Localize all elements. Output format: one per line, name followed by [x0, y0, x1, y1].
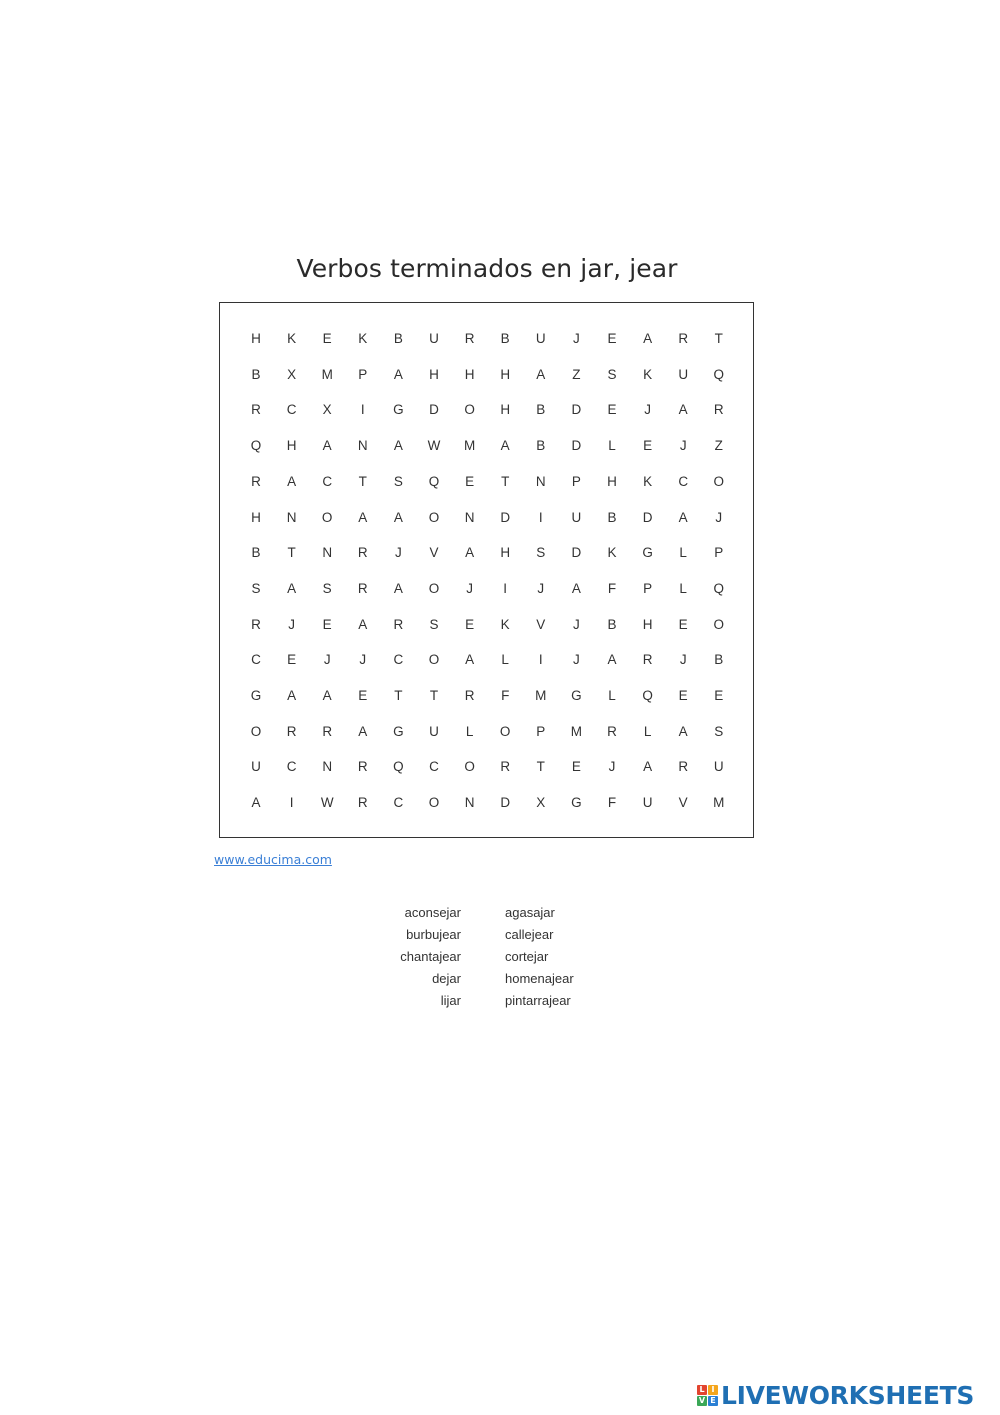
grid-letter[interactable]: O: [713, 473, 725, 489]
grid-letter[interactable]: V: [536, 616, 546, 632]
grid-row: [220, 508, 753, 528]
grid-letter[interactable]: E: [607, 331, 617, 346]
grid-row: [220, 650, 753, 670]
grid-letter[interactable]: U: [571, 509, 582, 525]
grid-letter[interactable]: B: [500, 331, 510, 346]
grid-row: [220, 365, 753, 385]
grid-row: [220, 400, 753, 420]
grid-letter[interactable]: A: [358, 723, 368, 739]
grid-letter[interactable]: K: [287, 331, 297, 346]
grid-letter[interactable]: O: [250, 723, 262, 739]
grid-letter[interactable]: N: [535, 473, 546, 489]
grid-letter[interactable]: B: [536, 438, 546, 454]
grid-row: [220, 793, 753, 813]
grid-letter[interactable]: M: [535, 688, 547, 703]
grid-letter[interactable]: O: [321, 509, 333, 525]
grid-letter[interactable]: N: [464, 795, 475, 811]
grid-letter[interactable]: M: [713, 795, 725, 811]
grid-letter[interactable]: S: [607, 366, 617, 382]
grid-letter[interactable]: A: [393, 366, 403, 382]
grid-letter[interactable]: H: [286, 438, 297, 454]
grid-letter[interactable]: L: [608, 688, 616, 703]
grid-letter[interactable]: R: [251, 473, 261, 489]
grid-letter[interactable]: T: [394, 688, 403, 703]
grid-letter[interactable]: A: [358, 616, 368, 632]
grid-letter[interactable]: U: [429, 723, 439, 739]
grid-letter[interactable]: P: [643, 580, 653, 596]
grid-letter[interactable]: X: [536, 795, 546, 811]
grid-letter[interactable]: A: [393, 438, 403, 454]
grid-letter[interactable]: J: [573, 331, 580, 346]
grid-letter[interactable]: A: [393, 580, 403, 596]
word-list-item: pintarrajear: [505, 993, 571, 1008]
grid-letter[interactable]: E: [465, 616, 475, 632]
word-list-item: dejar: [432, 971, 461, 986]
grid-row: [220, 579, 753, 599]
grid-letter[interactable]: A: [678, 723, 688, 739]
grid-letter[interactable]: C: [286, 759, 297, 775]
grid-letter[interactable]: R: [286, 723, 297, 739]
word-list-item: cortejar: [505, 949, 549, 964]
grid-letter[interactable]: S: [536, 545, 546, 561]
grid-letter[interactable]: L: [679, 545, 687, 561]
grid-letter[interactable]: G: [642, 545, 653, 561]
word-list-item: homenajear: [505, 971, 574, 986]
grid-letter[interactable]: U: [713, 759, 724, 775]
grid-letter[interactable]: J: [573, 616, 580, 632]
grid-letter[interactable]: J: [679, 652, 687, 668]
grid-letter[interactable]: B: [251, 545, 261, 561]
grid-letter[interactable]: O: [428, 652, 440, 668]
grid-letter[interactable]: S: [429, 616, 439, 632]
grid-letter[interactable]: U: [678, 366, 689, 382]
grid-letter[interactable]: O: [428, 795, 440, 811]
grid-letter[interactable]: J: [608, 759, 616, 775]
grid-letter[interactable]: R: [678, 759, 689, 775]
grid-letter[interactable]: H: [251, 509, 261, 525]
grid-letter[interactable]: V: [429, 545, 439, 561]
grid-letter[interactable]: C: [393, 652, 404, 668]
word-list-item: lijar: [440, 993, 461, 1008]
grid-letter[interactable]: R: [357, 580, 368, 596]
grid-letter[interactable]: A: [287, 580, 297, 596]
grid-letter[interactable]: E: [358, 688, 368, 703]
grid-letter[interactable]: Z: [572, 366, 581, 382]
grid-letter[interactable]: B: [714, 652, 724, 668]
word-list-right: [505, 902, 574, 1012]
grid-letter[interactable]: G: [571, 688, 582, 703]
grid-letter[interactable]: H: [500, 545, 511, 561]
grid-letter[interactable]: R: [642, 652, 653, 668]
grid-letter[interactable]: C: [429, 759, 439, 775]
grid-letter[interactable]: X: [322, 402, 332, 418]
grid-letter[interactable]: A: [643, 759, 653, 775]
grid-letter[interactable]: K: [643, 366, 653, 382]
grid-row: [220, 686, 753, 706]
grid-letter[interactable]: A: [678, 402, 688, 418]
grid-letter[interactable]: U: [642, 795, 653, 811]
grid-letter[interactable]: T: [714, 331, 723, 346]
grid-letter[interactable]: F: [501, 688, 510, 703]
grid-letter[interactable]: M: [321, 366, 333, 382]
grid-letter[interactable]: Q: [713, 580, 725, 596]
grid-letter[interactable]: H: [500, 366, 511, 382]
grid-letter[interactable]: T: [501, 473, 510, 489]
grid-letter[interactable]: E: [678, 688, 688, 703]
grid-letter[interactable]: J: [573, 652, 580, 668]
grid-letter[interactable]: A: [465, 545, 475, 561]
grid-letter[interactable]: K: [358, 331, 368, 346]
grid-letter[interactable]: C: [251, 652, 261, 668]
grid-letter[interactable]: A: [251, 795, 261, 811]
grid-letter[interactable]: D: [571, 545, 582, 561]
grid-letter[interactable]: J: [679, 438, 687, 454]
grid-row: [220, 436, 753, 456]
grid-letter[interactable]: N: [464, 509, 475, 525]
grid-letter[interactable]: K: [607, 545, 617, 561]
grid-letter[interactable]: W: [427, 438, 441, 454]
grid-letter[interactable]: L: [643, 723, 652, 739]
grid-letter[interactable]: M: [570, 723, 583, 739]
grid-letter[interactable]: R: [251, 616, 261, 632]
grid-letter[interactable]: B: [607, 509, 617, 525]
grid-letter[interactable]: R: [678, 331, 689, 346]
grid-letter[interactable]: W: [320, 795, 334, 811]
grid-letter[interactable]: D: [571, 402, 582, 418]
grid-letter[interactable]: N: [322, 545, 333, 561]
grid-letter[interactable]: S: [393, 473, 403, 489]
grid-letter[interactable]: J: [323, 652, 331, 668]
grid-letter[interactable]: T: [287, 545, 296, 561]
grid-letter[interactable]: H: [500, 402, 511, 418]
grid-letter[interactable]: A: [571, 580, 581, 596]
grid-letter[interactable]: E: [465, 473, 475, 489]
grid-letter[interactable]: B: [393, 331, 403, 346]
grid-letter[interactable]: I: [538, 652, 543, 668]
word-list-left: [360, 902, 461, 1012]
logo-letter: I: [708, 1385, 718, 1395]
grid-letter[interactable]: R: [464, 688, 475, 703]
grid-letter[interactable]: P: [536, 723, 546, 739]
grid-row: [220, 722, 753, 742]
grid-row: [220, 615, 753, 635]
grid-letter[interactable]: O: [464, 402, 475, 418]
grid-letter[interactable]: O: [428, 509, 440, 525]
liveworksheets-logo: [697, 1380, 974, 1410]
grid-letter[interactable]: L: [608, 438, 616, 454]
grid-letter[interactable]: P: [358, 366, 368, 382]
grid-letter[interactable]: C: [393, 795, 404, 811]
logo-letter: E: [708, 1396, 718, 1406]
grid-letter[interactable]: Z: [714, 438, 723, 454]
grid-letter[interactable]: N: [286, 509, 297, 525]
grid-letter[interactable]: J: [359, 652, 367, 668]
grid-letter[interactable]: C: [286, 402, 297, 418]
grid-letter[interactable]: E: [607, 402, 617, 418]
grid-letter[interactable]: S: [714, 723, 724, 739]
grid-letter[interactable]: O: [499, 723, 511, 739]
grid-letter[interactable]: A: [678, 509, 688, 525]
grid-letter[interactable]: S: [322, 580, 332, 596]
grid-letter[interactable]: E: [714, 688, 724, 703]
grid-row: [220, 757, 753, 777]
grid-letter[interactable]: R: [322, 723, 333, 739]
grid-letter[interactable]: J: [715, 509, 723, 525]
grid-letter[interactable]: H: [464, 366, 475, 382]
source-link[interactable]: www.educima.com: [214, 852, 332, 867]
grid-letter[interactable]: R: [357, 545, 368, 561]
grid-letter[interactable]: X: [287, 366, 297, 382]
grid-letter[interactable]: V: [678, 795, 688, 811]
word-list-item: agasajar: [505, 905, 555, 920]
grid-letter[interactable]: F: [607, 795, 617, 811]
grid-letter[interactable]: I: [538, 509, 543, 525]
word-list-item: chantajear: [400, 949, 461, 964]
grid-letter[interactable]: A: [287, 688, 297, 703]
grid-letter[interactable]: I: [503, 580, 508, 596]
grid-letter[interactable]: Q: [713, 366, 725, 382]
grid-letter[interactable]: M: [463, 438, 476, 454]
grid-letter[interactable]: R: [393, 616, 404, 632]
logo-letter: L: [697, 1385, 707, 1395]
grid-letter[interactable]: G: [250, 688, 262, 703]
grid-letter[interactable]: D: [571, 438, 582, 454]
grid-letter[interactable]: L: [679, 580, 687, 596]
grid-letter[interactable]: Q: [642, 688, 653, 703]
grid-letter[interactable]: J: [644, 402, 651, 418]
grid-letter[interactable]: R: [357, 795, 368, 811]
grid-letter[interactable]: C: [322, 473, 333, 489]
grid-letter[interactable]: D: [642, 509, 653, 525]
grid-letter[interactable]: A: [500, 438, 510, 454]
grid-letter[interactable]: O: [713, 616, 725, 632]
grid-letter[interactable]: E: [322, 331, 332, 346]
word-search-grid: [219, 302, 754, 838]
grid-letter[interactable]: K: [500, 616, 510, 632]
grid-letter[interactable]: A: [393, 509, 403, 525]
grid-letter[interactable]: A: [465, 652, 475, 668]
grid-letter[interactable]: A: [643, 331, 653, 346]
worksheet-title: Verbos terminados en jar, jear: [296, 254, 678, 283]
word-list-item: aconsejar: [404, 905, 461, 920]
grid-letter[interactable]: H: [251, 331, 261, 346]
grid-letter[interactable]: E: [571, 759, 581, 775]
grid-letter[interactable]: E: [287, 652, 297, 668]
grid-letter[interactable]: A: [536, 366, 546, 382]
grid-row: [220, 329, 753, 349]
grid-letter[interactable]: U: [535, 331, 546, 346]
logo-text: LIVEWORKSHEETS: [721, 1380, 975, 1410]
grid-letter[interactable]: L: [501, 652, 509, 668]
grid-letter[interactable]: I: [360, 402, 365, 418]
grid-letter[interactable]: A: [322, 438, 332, 454]
grid-letter[interactable]: U: [251, 759, 261, 775]
grid-letter[interactable]: P: [571, 473, 581, 489]
grid-letter[interactable]: G: [571, 795, 582, 811]
grid-letter[interactable]: O: [428, 580, 440, 596]
grid-letter[interactable]: D: [429, 402, 439, 418]
grid-letter[interactable]: L: [465, 723, 474, 739]
logo-letter: V: [698, 1395, 706, 1405]
logo-blocks-icon: [697, 1385, 718, 1406]
grid-letter[interactable]: Q: [393, 759, 404, 775]
grid-letter[interactable]: R: [357, 759, 368, 775]
grid-letter[interactable]: G: [393, 402, 404, 418]
grid-row: [220, 543, 753, 563]
grid-letter[interactable]: H: [642, 616, 653, 632]
grid-letter[interactable]: A: [607, 652, 617, 668]
grid-letter[interactable]: J: [537, 580, 545, 596]
grid-letter[interactable]: D: [500, 795, 511, 811]
grid-letter[interactable]: K: [643, 473, 653, 489]
grid-letter[interactable]: J: [288, 616, 295, 632]
grid-letter[interactable]: P: [714, 545, 724, 561]
grid-letter[interactable]: N: [357, 438, 368, 454]
grid-row: [220, 472, 753, 492]
grid-letter[interactable]: R: [464, 331, 475, 346]
word-list-item: callejear: [505, 927, 554, 942]
grid-letter[interactable]: S: [251, 580, 261, 596]
grid-letter[interactable]: J: [466, 580, 473, 596]
grid-letter[interactable]: R: [713, 402, 724, 418]
grid-letter[interactable]: R: [251, 402, 261, 418]
grid-letter[interactable]: B: [251, 366, 261, 382]
grid-letter[interactable]: Q: [428, 473, 440, 489]
grid-letter[interactable]: R: [607, 723, 617, 739]
grid-letter[interactable]: N: [322, 759, 333, 775]
grid-letter[interactable]: H: [429, 366, 439, 382]
grid-letter[interactable]: T: [536, 759, 545, 775]
grid-letter[interactable]: E: [322, 616, 332, 632]
grid-letter[interactable]: T: [429, 688, 439, 703]
grid-letter[interactable]: U: [429, 331, 439, 346]
grid-letter[interactable]: B: [607, 616, 617, 632]
grid-letter[interactable]: R: [500, 759, 511, 775]
word-list-item: burbujear: [406, 927, 461, 942]
grid-letter[interactable]: A: [287, 473, 297, 489]
grid-letter[interactable]: G: [393, 723, 404, 739]
grid-letter[interactable]: D: [500, 509, 511, 525]
grid-letter[interactable]: F: [607, 580, 617, 596]
grid-letter[interactable]: J: [395, 545, 402, 561]
grid-letter[interactable]: E: [643, 438, 653, 454]
grid-letter[interactable]: H: [607, 473, 617, 489]
grid-letter[interactable]: I: [289, 795, 294, 811]
grid-letter[interactable]: E: [678, 616, 688, 632]
grid-letter[interactable]: C: [678, 473, 689, 489]
grid-letter[interactable]: A: [322, 688, 332, 703]
grid-letter[interactable]: A: [358, 509, 368, 525]
grid-letter[interactable]: Q: [250, 438, 262, 454]
grid-letter[interactable]: B: [536, 402, 546, 418]
grid-letter[interactable]: O: [464, 759, 475, 775]
grid-letter[interactable]: T: [358, 473, 367, 489]
